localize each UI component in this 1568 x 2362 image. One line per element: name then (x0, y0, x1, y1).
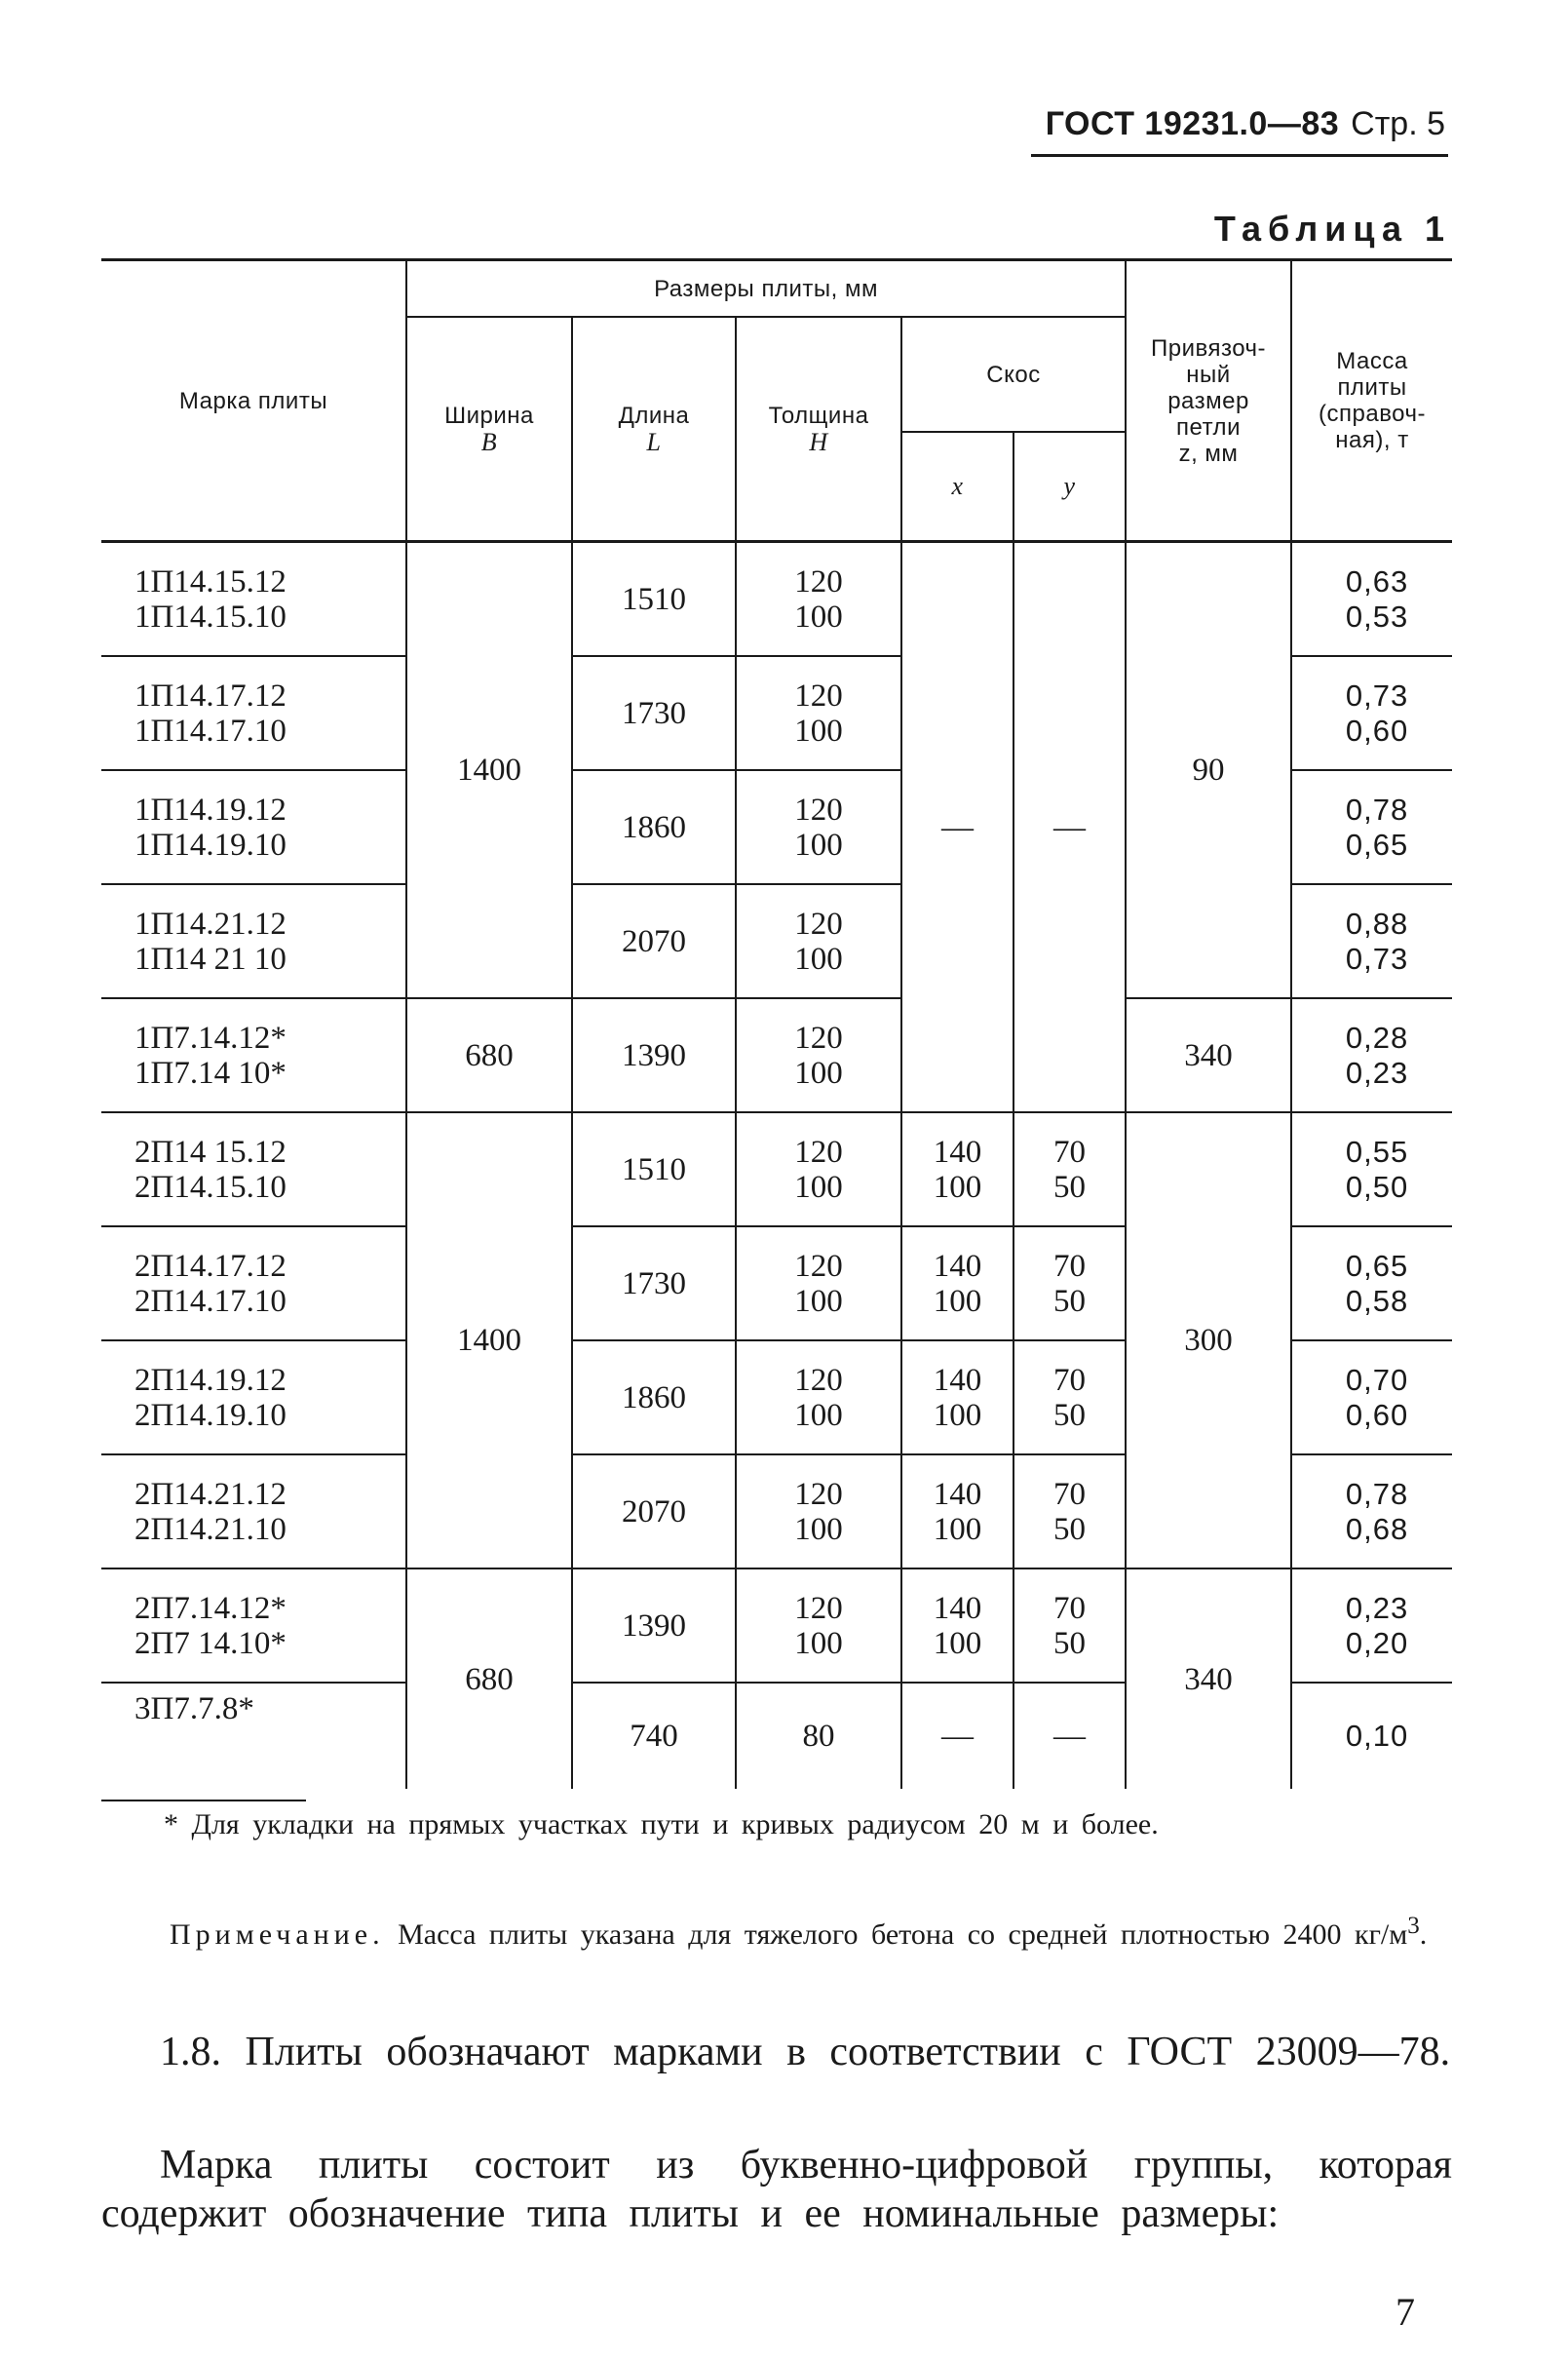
length-cell: 1510 (572, 1112, 736, 1226)
table-caption: Таблица 1 (1213, 209, 1451, 249)
bevel-y-cell: 70 50 (1013, 1226, 1126, 1340)
bevel-x-cell: 140 100 (901, 1454, 1013, 1568)
header-bevel: Скос (901, 317, 1126, 432)
running-header (1046, 105, 1445, 143)
thickness-cell: 120 100 (736, 656, 901, 770)
mass-cell: 0,28 0,23 (1291, 998, 1452, 1112)
loop-cell: 340 (1126, 1568, 1291, 1789)
thickness-cell: 120 100 (736, 884, 901, 998)
mass-cell: 0,88 0,73 (1291, 884, 1452, 998)
thickness-cell: 120 100 (736, 1226, 901, 1340)
table-row (101, 542, 1452, 657)
length-cell: 740 (572, 1683, 736, 1789)
footnote: * Для укладки на прямых участках пути и кривых радиусом 20 м и более. (164, 1808, 1159, 1840)
mass-cell: 0,55 0,50 (1291, 1112, 1452, 1226)
note-label: Примечание. (170, 1918, 385, 1951)
table-row (101, 1568, 1452, 1683)
bevel-x-cell: 140 100 (901, 1112, 1013, 1226)
note-superscript: 3 (1407, 1913, 1420, 1939)
thickness-cell: 120 100 (736, 1340, 901, 1454)
width-cell: 680 (406, 998, 572, 1112)
thickness-cell: 80 (736, 1683, 901, 1789)
length-cell: 1510 (572, 542, 736, 657)
header-thickness: Толщина H (736, 317, 901, 542)
mark-cell: 1П14.21.12 1П14 21 10 (101, 884, 406, 998)
loop-cell: 300 (1126, 1112, 1291, 1568)
header-dimensions: Размеры плиты, мм (406, 260, 1126, 318)
bevel-y-cell: — (1013, 542, 1126, 1113)
plates-table (101, 258, 1452, 1789)
mass-cell: 0,10 (1291, 1683, 1452, 1789)
table-row (101, 998, 1452, 1112)
mark-cell: 1П7.14.12* 1П7.14 10* (101, 998, 406, 1112)
mark-cell: 3П7.7.8* (134, 1691, 254, 1726)
bevel-y-cell: 70 50 (1013, 1112, 1126, 1226)
mass-cell: 0,23 0,20 (1291, 1568, 1452, 1683)
page-label: Стр. 5 (1351, 105, 1445, 142)
length-cell: 1390 (572, 1568, 736, 1683)
header-mark: Марка плиты (101, 260, 406, 542)
thickness-cell: 120 100 (736, 1568, 901, 1683)
bevel-x-cell: 140 100 (901, 1340, 1013, 1454)
bevel-x-cell: 140 100 (901, 1568, 1013, 1683)
width-cell: 1400 (406, 542, 572, 999)
thickness-cell: 120 100 (736, 998, 901, 1112)
loop-cell: 340 (1126, 998, 1291, 1112)
mark-cell: 1П14.19.12 1П14.19.10 (101, 770, 406, 884)
length-cell: 2070 (572, 884, 736, 998)
mark-cell: 2П7.14.12* 2П7 14.10* (101, 1568, 406, 1683)
paragraph-mark-description: Марка плиты состоит из буквенно-цифровой группы, которая содержит обозначение типа плиты и ее номинальные размеры: (101, 2143, 1452, 2236)
length-cell: 1860 (572, 1340, 736, 1454)
bevel-y-cell: — (1013, 1683, 1126, 1789)
table-note (101, 1907, 1452, 1955)
loop-cell: 90 (1126, 542, 1291, 999)
header-bevel-x: x (901, 432, 1013, 542)
thickness-cell: 120 100 (736, 542, 901, 657)
footnote-rule (101, 1800, 306, 1801)
header-length: Длина L (572, 317, 736, 542)
mass-cell: 0,70 0,60 (1291, 1340, 1452, 1454)
header-loop: Привязоч- ный размер петли z, мм (1126, 260, 1291, 542)
table-row (101, 1112, 1452, 1226)
width-cell: 680 (406, 1568, 572, 1789)
mark-cell: 1П14.15.12 1П14.15.10 (101, 542, 406, 657)
width-cell: 1400 (406, 1112, 572, 1568)
bevel-x-cell: 140 100 (901, 1226, 1013, 1340)
mark-cell: 2П14 15.12 2П14.15.10 (101, 1112, 406, 1226)
plates-table-wrapper (101, 258, 1452, 1789)
length-cell: 1860 (572, 770, 736, 884)
mark-cell: 2П14.21.12 2П14.21.10 (101, 1454, 406, 1568)
mark-cell: 2П14.17.12 2П14.17.10 (101, 1226, 406, 1340)
bevel-y-cell: 70 50 (1013, 1340, 1126, 1454)
length-cell: 2070 (572, 1454, 736, 1568)
mass-cell: 0,78 0,65 (1291, 770, 1452, 884)
bevel-y-cell: 70 50 (1013, 1454, 1126, 1568)
thickness-cell: 120 100 (736, 1454, 901, 1568)
length-cell: 1390 (572, 998, 736, 1112)
standard-number: ГОСТ 19231.0—83 (1045, 105, 1340, 142)
mark-cell: 2П14.19.12 2П14.19.10 (101, 1340, 406, 1454)
mass-cell: 0,63 0,53 (1291, 542, 1452, 657)
mark-cell: 1П14.17.12 1П14.17.10 (101, 656, 406, 770)
bevel-x-cell: — (901, 1683, 1013, 1789)
length-cell: 1730 (572, 1226, 736, 1340)
length-cell: 1730 (572, 656, 736, 770)
bevel-y-cell: 70 50 (1013, 1568, 1126, 1683)
paragraph-1-8: 1.8. Плиты обозначают марками в соответствии с ГОСТ 23009—78. (160, 2030, 1451, 2074)
header-bevel-y: y (1013, 432, 1126, 542)
mass-cell: 0,78 0,68 (1291, 1454, 1452, 1568)
mass-cell: 0,73 0,60 (1291, 656, 1452, 770)
page-number: 7 (1396, 2290, 1415, 2334)
note-text: Масса плиты указана для тяжелого бетона со средней плотностью 2400 кг/м (384, 1918, 1408, 1951)
header-rule (1031, 154, 1448, 157)
header-width: Ширина B (406, 317, 572, 542)
thickness-cell: 120 100 (736, 1112, 901, 1226)
header-mass: Масса плиты (справоч- ная), т (1291, 260, 1452, 542)
mass-cell: 0,65 0,58 (1291, 1226, 1452, 1340)
bevel-x-cell: — (901, 542, 1013, 1113)
thickness-cell: 120 100 (736, 770, 901, 884)
note-text-end: . (1419, 1918, 1428, 1951)
